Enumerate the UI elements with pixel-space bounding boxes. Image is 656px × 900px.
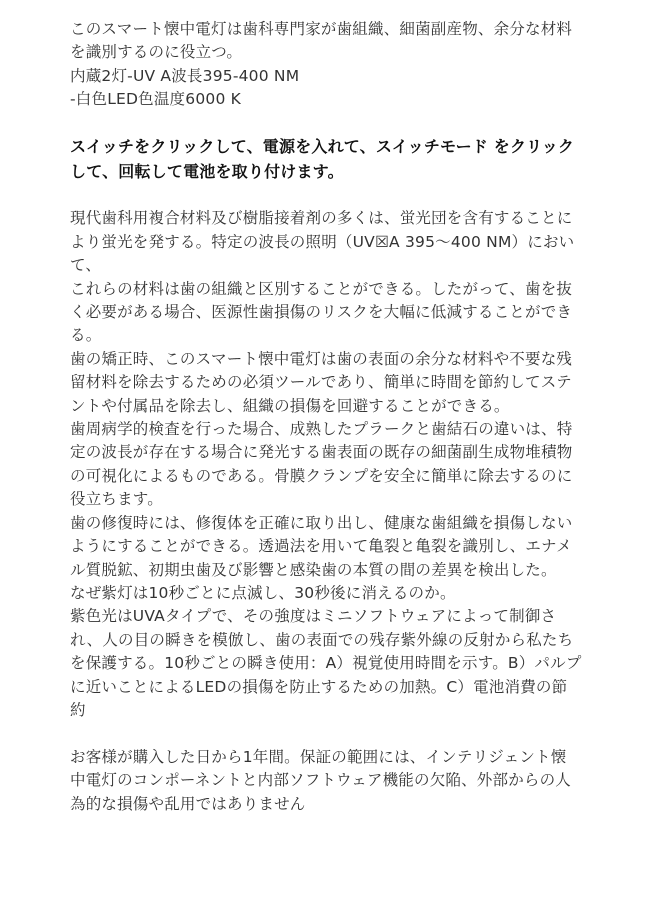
paragraph-periodontal: 歯周病学的検査を行った場合、成熟したプラークと歯結石の違いは、特定の波長が存在する場合に発光する歯表面の既存の細菌副生成物堆積物の可視化によるものである。骨膜クランプを安全に簡単に除去するのに役立ちます。	[70, 420, 573, 509]
paragraph-blink-question: なぜ紫灯は10秒ごとに点滅し、30秒後に消えるのか。	[70, 583, 456, 602]
paragraph-fluorescence: 現代歯科用複合材料及び樹脂接着剤の多くは、蛍光団を含有することにより蛍光を発する。特定の波長の照明（UV☒A 395～400 NM）において、	[70, 209, 575, 275]
spacer	[70, 112, 582, 135]
spacer	[70, 722, 582, 745]
warranty-text: お客様が購入した日から1年間。保証の範囲には、インテリジェント懐中電灯のコンポーネントと内部ソフトウェア機能の欠陥、外部からの人為的な損傷や乱用ではありません	[70, 747, 572, 813]
paragraph-tissue-distinction: これらの材料は歯の組織と区別することができる。したがって、歯を抜く必要がある場合、医源性歯損傷のリスクを大幅に低減することができる。	[70, 279, 573, 345]
paragraph-restoration: 歯の修復時には、修復体を正確に取り出し、健康な歯組織を損傷しないようにすることができる。透過法を用いて亀裂と亀裂を識別し、エナメル質脱鉱、初期虫歯及び影響と感染歯の本質の間の差異を検出した。	[70, 513, 573, 579]
paragraph-orthodontics: 歯の矯正時、このスマート懐中電灯は歯の表面の余分な材料や不要な残留材料を除去するための必須ツールであり、簡単に時間を節約してステントや付属品を除去し、組織の損傷を回避することができる。	[70, 349, 573, 415]
spacer	[70, 184, 582, 207]
paragraph-blink-answer: 紫色光はUVAタイプで、その強度はミニソフトウェアによって制御され、人の目の瞬きを模倣し、歯の表面での残存紫外線の反射から私たちを保護する。10秒ごとの瞬き使用：A）視覚使用時間を示す。B）パルプに近いことによるLEDの損傷を防止するための加熱。C）電池消費の節約	[70, 607, 582, 719]
intro-description: このスマート懐中電灯は歯科専門家が歯組織、細菌副産物、余分な材料を識別するのに役立つ。	[70, 20, 573, 62]
intro-uv-spec: 内蔵2灯-UV A波長395-400 NM	[70, 66, 300, 85]
instruction-heading: スイッチをクリックして、電源を入れて、スイッチモード をクリックして、回転して電池を取り付けます。	[70, 137, 575, 181]
intro-led-spec: -白色LED色温度6000 K	[70, 90, 241, 109]
document-body	[70, 18, 582, 816]
